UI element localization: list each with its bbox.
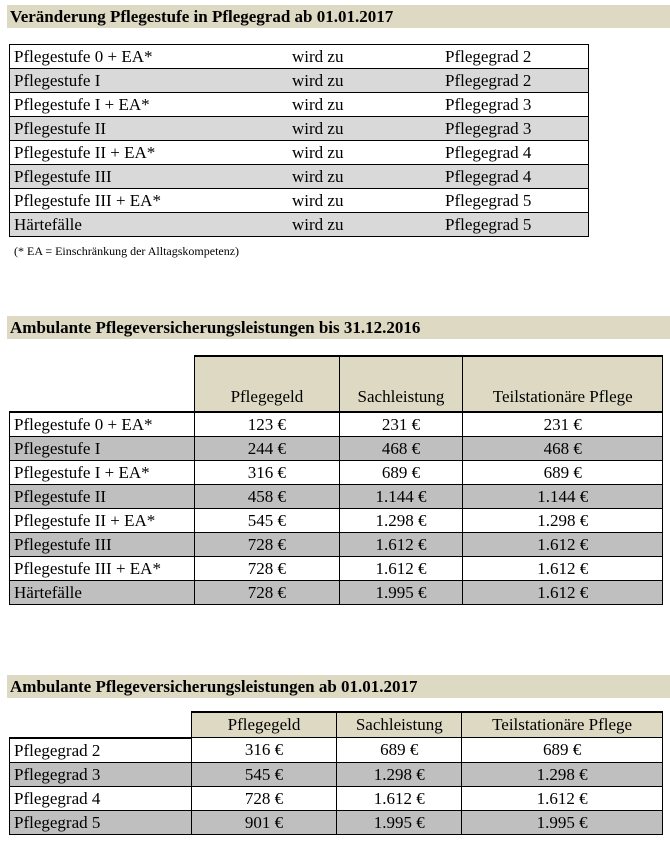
cell-pflegestufe: Pflegestufe III + EA*: [10, 189, 289, 213]
cell-sachleistung: 1.995 €: [339, 581, 463, 605]
cell-sachleistung: 1.298 €: [339, 509, 463, 533]
cell-level: Pflegestufe III + EA*: [10, 557, 195, 581]
cell-pflegegeld: 545 €: [191, 762, 337, 786]
header-pflegegeld: Pflegegeld: [195, 356, 339, 412]
cell-teilstationaer: 1.612 €: [463, 533, 663, 557]
cell-sachleistung: 231 €: [339, 412, 463, 437]
table-row: [10, 93, 589, 117]
table-row: [10, 141, 589, 165]
cell-pflegegeld: 316 €: [191, 738, 337, 763]
cell-pflegegrad: Pflegegrad 3: [441, 117, 589, 141]
table-row: [10, 437, 663, 461]
cell-teilstationaer: 1.612 €: [463, 557, 663, 581]
header-row: [10, 356, 663, 412]
cell-teilstationaer: 1.144 €: [463, 485, 663, 509]
cell-sachleistung: 1.298 €: [337, 762, 462, 786]
benefits-table-2016: [9, 355, 663, 605]
cell-wird-zu: wird zu: [288, 165, 441, 189]
cell-pflegegeld: 316 €: [195, 461, 339, 485]
table-row: [10, 557, 663, 581]
cell-teilstationaer: 1.612 €: [462, 786, 663, 810]
cell-teilstationaer: 468 €: [463, 437, 663, 461]
cell-level: Pflegestufe I: [10, 437, 195, 461]
cell-pflegegrad: Pflegegrad 3: [441, 93, 589, 117]
cell-teilstationaer: 1.995 €: [462, 810, 663, 834]
cell-pflegegeld: 901 €: [191, 810, 337, 834]
cell-pflegestufe: Pflegestufe I + EA*: [10, 93, 289, 117]
header-teilstationaer: Teilstationäre Pflege: [463, 356, 663, 412]
header-sachleistung: Sachleistung: [337, 712, 462, 738]
cell-sachleistung: 1.144 €: [339, 485, 463, 509]
table-row: [10, 485, 663, 509]
cell-sachleistung: 1.612 €: [337, 786, 462, 810]
table-row: [10, 45, 589, 69]
cell-wird-zu: wird zu: [288, 213, 441, 237]
table-row: [10, 786, 663, 810]
table-row: [10, 509, 663, 533]
cell-pflegegeld: 728 €: [195, 533, 339, 557]
cell-pflegegeld: 728 €: [195, 581, 339, 605]
header-pflegegeld: Pflegegeld: [191, 712, 337, 738]
section-title-leistungen-bis-2016: Ambulante Pflegeversicherungsleistungen bis 31.12.2016: [7, 316, 670, 339]
section-title-leistungen-ab-2017: Ambulante Pflegeversicherungsleistungen ab 01.01.2017: [7, 675, 670, 698]
cell-pflegegeld: 244 €: [195, 437, 339, 461]
cell-pflegestufe: Pflegestufe 0 + EA*: [10, 45, 289, 69]
cell-pflegestufe: Pflegestufe I: [10, 69, 289, 93]
cell-level: Pflegestufe 0 + EA*: [10, 412, 195, 437]
table-row: [10, 810, 663, 834]
cell-sachleistung: 689 €: [337, 738, 462, 763]
cell-wird-zu: wird zu: [288, 93, 441, 117]
cell-level: Pflegegrad 3: [10, 762, 192, 786]
cell-teilstationaer: 689 €: [463, 461, 663, 485]
table-row: [10, 213, 589, 237]
table-row: [10, 165, 589, 189]
cell-pflegestufe: Härtefälle: [10, 213, 289, 237]
cell-wird-zu: wird zu: [288, 189, 441, 213]
conversion-table: [9, 44, 589, 237]
cell-pflegegeld: 728 €: [191, 786, 337, 810]
table-row: [10, 189, 589, 213]
cell-level: Pflegegrad 4: [10, 786, 192, 810]
header-empty: [10, 356, 195, 412]
cell-sachleistung: 1.612 €: [339, 557, 463, 581]
cell-pflegegrad: Pflegegrad 4: [441, 141, 589, 165]
header-teilstationaer: Teilstationäre Pflege: [462, 712, 663, 738]
cell-pflegegrad: Pflegegrad 2: [441, 69, 589, 93]
cell-level: Pflegestufe II: [10, 485, 195, 509]
table-row: [10, 581, 663, 605]
cell-wird-zu: wird zu: [288, 45, 441, 69]
footnote-ea: (* EA = Einschränkung der Alltagskompetenz): [14, 244, 240, 258]
cell-sachleistung: 689 €: [339, 461, 463, 485]
cell-sachleistung: 468 €: [339, 437, 463, 461]
header-sachleistung: Sachleistung: [339, 356, 463, 412]
cell-wird-zu: wird zu: [288, 69, 441, 93]
cell-teilstationaer: 231 €: [463, 412, 663, 437]
table-row: [10, 762, 663, 786]
cell-wird-zu: wird zu: [288, 141, 441, 165]
cell-level: Pflegestufe III: [10, 533, 195, 557]
cell-teilstationaer: 1.612 €: [463, 581, 663, 605]
cell-teilstationaer: 1.298 €: [463, 509, 663, 533]
table-row: [10, 738, 663, 763]
cell-pflegegeld: 123 €: [195, 412, 339, 437]
cell-level: Pflegegrad 2: [10, 738, 192, 763]
cell-level: Pflegestufe II + EA*: [10, 509, 195, 533]
table-row: [10, 461, 663, 485]
cell-level: Härtefälle: [10, 581, 195, 605]
table-row: [10, 412, 663, 437]
cell-pflegegrad: Pflegegrad 2: [441, 45, 589, 69]
cell-pflegegrad: Pflegegrad 5: [441, 189, 589, 213]
cell-pflegestufe: Pflegestufe III: [10, 165, 289, 189]
cell-pflegegrad: Pflegegrad 5: [441, 213, 589, 237]
cell-sachleistung: 1.995 €: [337, 810, 462, 834]
table-row: [10, 533, 663, 557]
cell-pflegegrad: Pflegegrad 4: [441, 165, 589, 189]
table-row: [10, 69, 589, 93]
table-row: [10, 117, 589, 141]
benefits-table-2017: [9, 711, 663, 835]
cell-teilstationaer: 1.298 €: [462, 762, 663, 786]
cell-wird-zu: wird zu: [288, 117, 441, 141]
cell-sachleistung: 1.612 €: [339, 533, 463, 557]
header-empty: [10, 712, 192, 738]
cell-pflegestufe: Pflegestufe II + EA*: [10, 141, 289, 165]
cell-pflegegeld: 728 €: [195, 557, 339, 581]
cell-pflegegeld: 545 €: [195, 509, 339, 533]
section-title-pflegestufe-pflegegrad: Veränderung Pflegestufe in Pflegegrad ab 01.01.2017: [7, 5, 670, 28]
cell-pflegegeld: 458 €: [195, 485, 339, 509]
cell-teilstationaer: 689 €: [462, 738, 663, 763]
cell-pflegestufe: Pflegestufe II: [10, 117, 289, 141]
cell-level: Pflegestufe I + EA*: [10, 461, 195, 485]
cell-level: Pflegegrad 5: [10, 810, 192, 834]
header-row: [10, 712, 663, 738]
